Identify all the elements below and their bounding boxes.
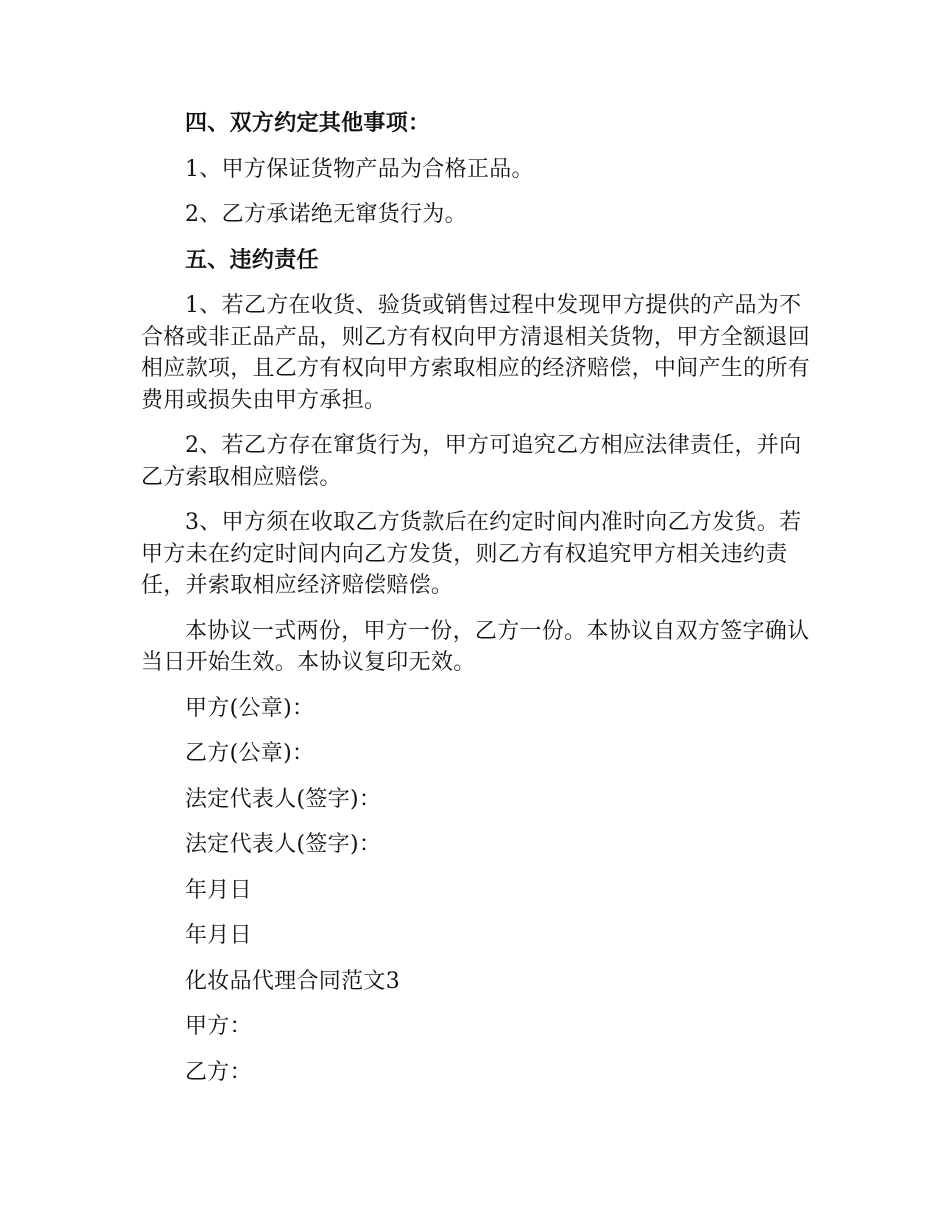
section-heading-liability: 五、违约责任 [185, 246, 319, 273]
next-party-b-line: 乙方： [185, 1059, 252, 1085]
date-line-a: 年月日 [185, 877, 252, 903]
section-heading-other-matters: 四、双方约定其他事项： [185, 110, 431, 136]
clause-paragraph: 2、若乙方存在窜货行为，甲方可追究乙方相应法律责任，并向乙方索取相应赔偿。 [141, 433, 802, 490]
signature-line-party-b-seal: 乙方(公章)： [185, 741, 315, 766]
closing-paragraph: 本协议一式两份，甲方一份，乙方一份。本协议自双方签字确认当日开始生效。本协议复印无效。 [141, 618, 810, 675]
next-party-a-line: 甲方： [185, 1014, 252, 1039]
clause-paragraph: 3、甲方须在收取乙方货款后在约定时间内准时向乙方发货。若甲方未在约定时间内向乙方发货，则乙方有权追究甲方相关违约责任，并索取相应经济赔偿赔偿。 [141, 510, 802, 598]
signature-line-representative-a: 法定代表人(签字)： [185, 786, 382, 812]
clause-text: 2、乙方承诺绝无窜货行为。 [185, 202, 467, 227]
clause-text: 1、甲方保证货物产品为合格正品。 [185, 156, 534, 182]
date-line-b: 年月日 [185, 923, 252, 948]
document-body [141, 108, 811, 1102]
clause-paragraph: 1、若乙方在收货、验货或销售过程中发现甲方提供的产品为不合格或非正品产品，则乙方有权向甲方清退相关货物，甲方全额退回相应款项，且乙方有权向甲方索取相应的经济赔偿，中间产生的所有费用或损失由甲方承担。 [141, 293, 811, 413]
signature-line-party-a-seal: 甲方(公章)： [185, 695, 315, 721]
next-contract-title: 化妆品代理合同范文3 [185, 968, 400, 994]
signature-line-representative-b: 法定代表人(签字)： [185, 832, 382, 857]
